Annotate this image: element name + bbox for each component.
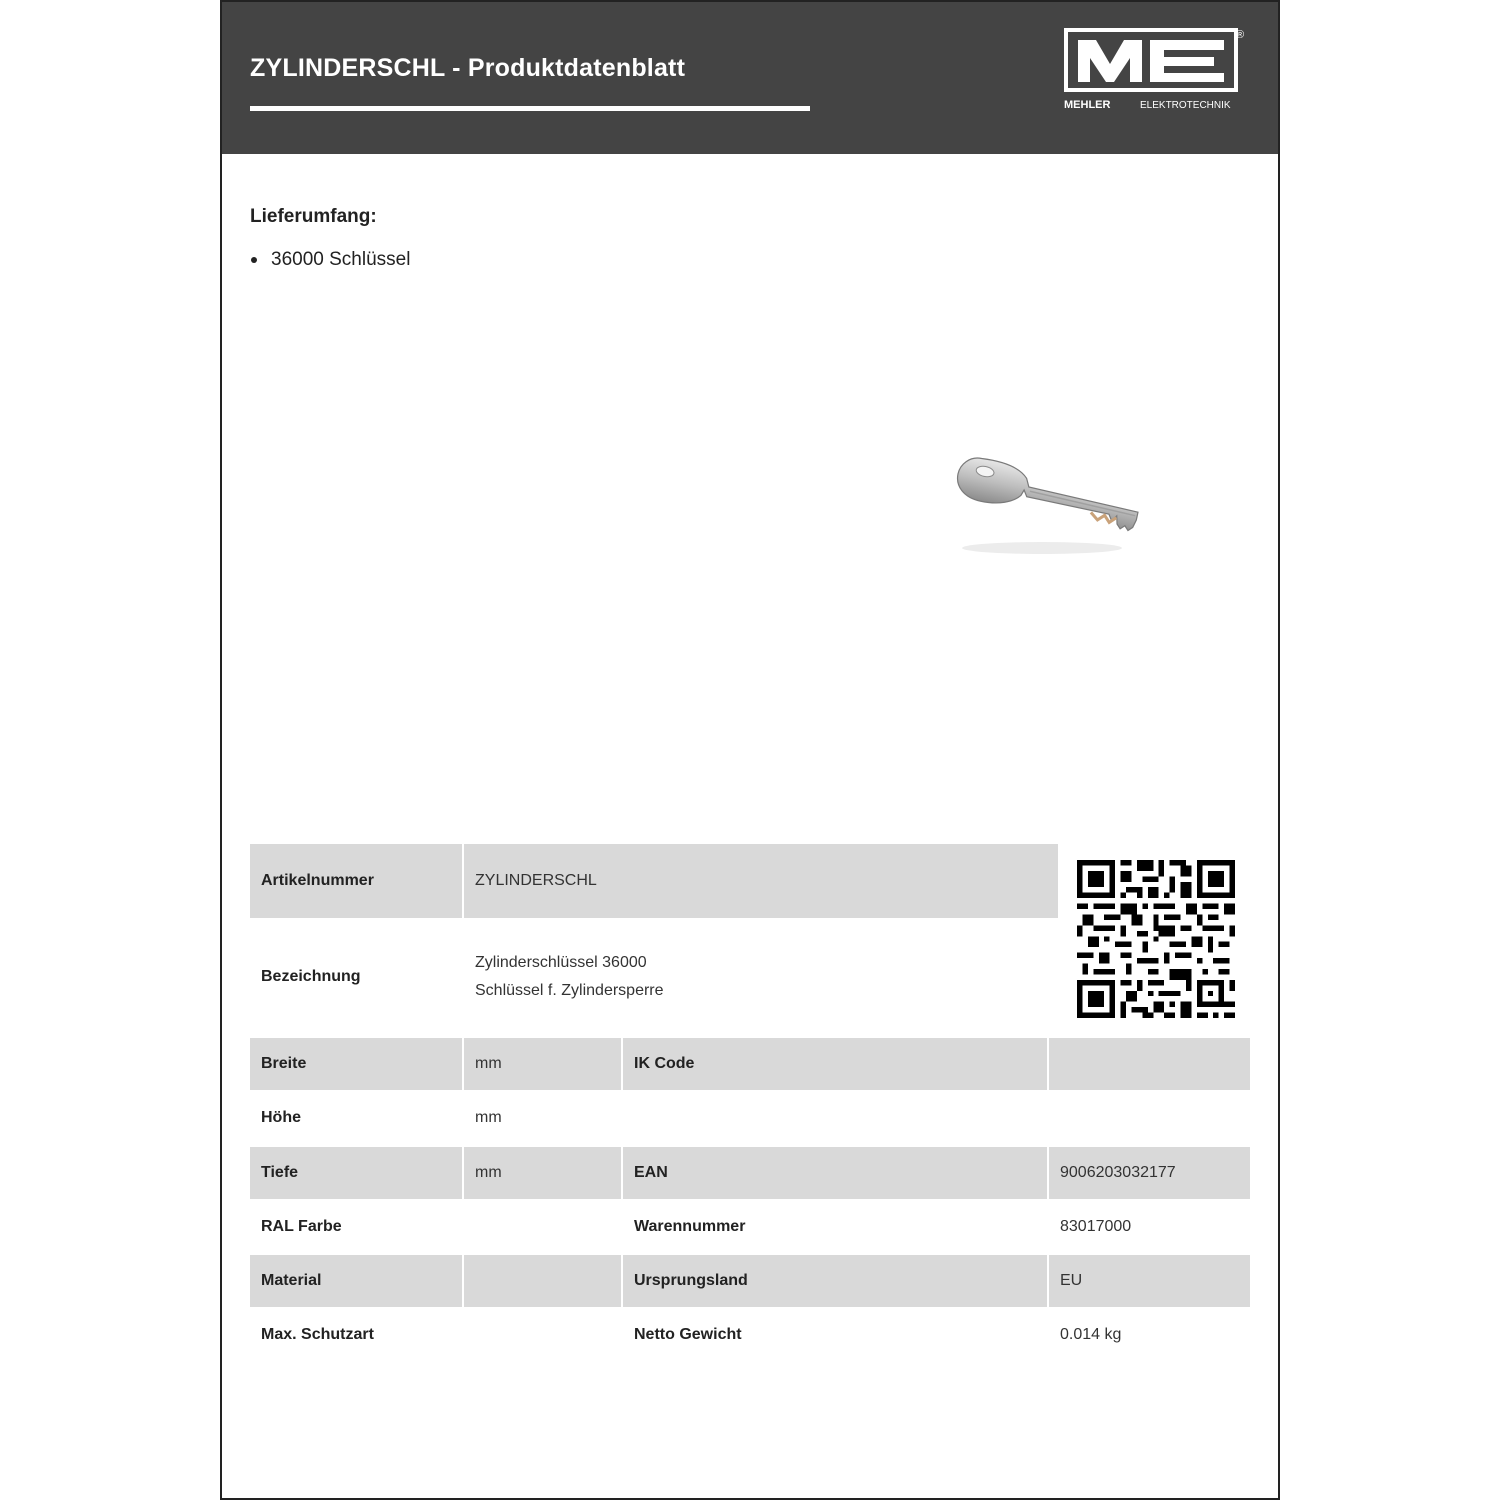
list-item: 36000 Schlüssel: [250, 246, 410, 274]
value-netto-gewicht: 0.014 kg: [1060, 1326, 1122, 1343]
value-breite: mm: [464, 1038, 621, 1090]
mehler-logo: [1064, 28, 1244, 118]
label-material: Material: [250, 1255, 462, 1307]
svg-text:MEHLER: MEHLER: [1064, 99, 1111, 111]
value-artikelnummer: ZYLINDERSCHL: [464, 844, 1058, 918]
scope-title: Lieferumfang:: [250, 206, 377, 227]
page-title: ZYLINDERSCHL - Produktdatenblatt: [250, 54, 686, 82]
qr-code-icon: [1077, 860, 1235, 1018]
value-hoehe: mm: [475, 1109, 502, 1126]
label-ursprungsland: Ursprungsland: [623, 1255, 1047, 1307]
label-max-schutzart: Max. Schutzart: [261, 1326, 374, 1343]
value-ik-code: [1049, 1038, 1250, 1090]
bezeichnung-line-2: Schlüssel f. Zylindersperre: [475, 982, 664, 999]
label-ik-code: IK Code: [623, 1038, 1047, 1090]
label-ral-farbe: RAL Farbe: [261, 1218, 342, 1235]
value-tiefe: mm: [464, 1147, 621, 1199]
label-netto-gewicht: Netto Gewicht: [634, 1326, 742, 1343]
datasheet-page: [220, 0, 1280, 1500]
scope-list: [250, 246, 410, 274]
key-icon: [942, 442, 1142, 562]
value-material: [464, 1255, 621, 1307]
label-artikelnummer: Artikelnummer: [250, 844, 462, 918]
svg-text:ELEKTROTECHNIK: ELEKTROTECHNIK: [1140, 100, 1231, 111]
title-underline: [250, 106, 810, 111]
value-warennummer: 83017000: [1060, 1218, 1132, 1235]
label-bezeichnung: Bezeichnung: [261, 968, 361, 985]
bezeichnung-line-1: Zylinderschlüssel 36000: [475, 954, 647, 971]
label-hoehe: Höhe: [261, 1109, 301, 1126]
value-bezeichnung: [464, 920, 1058, 1034]
value-ean: 9006203032177: [1049, 1147, 1250, 1199]
label-warennummer: Warennummer: [634, 1218, 746, 1235]
value-ral-farbe: [464, 1201, 621, 1253]
svg-text:®: ®: [1235, 29, 1244, 41]
value-max-schutzart: [464, 1309, 621, 1361]
label-tiefe: Tiefe: [250, 1147, 462, 1199]
label-breite: Breite: [250, 1038, 462, 1090]
header-bar: [222, 2, 1278, 154]
label-ean: EAN: [623, 1147, 1047, 1199]
value-ursprungsland: EU: [1049, 1255, 1250, 1307]
